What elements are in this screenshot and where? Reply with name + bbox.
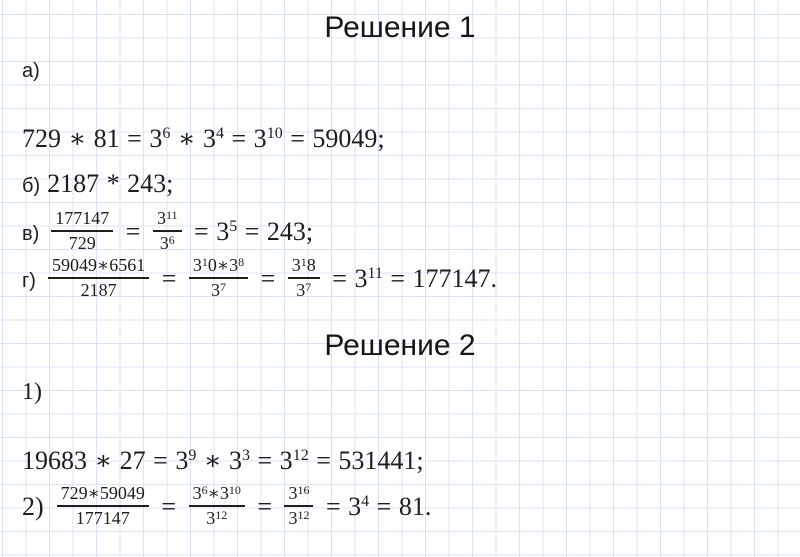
solution1-title: Решение 1	[324, 11, 476, 44]
item-2-label: 2)	[22, 492, 44, 522]
equation-a-row	[22, 124, 385, 155]
item-1-label: 1)	[22, 379, 42, 405]
item-a-label: а)	[22, 60, 40, 82]
equation-a: 729 ∗ $81 = 3^6$ ∗ $3^4 = 3^{10} = 59049$;	[22, 124, 385, 153]
equation-g: $\frac{59049∗6561}{2187}$ = $\frac{3^10∗3^8}{3^7}$ = $\frac{3^18}{3^7}$ = $3^{11} = 177147$.	[43, 264, 497, 293]
equation-b: 2187 * 243;	[47, 169, 174, 198]
item-v-row	[22, 208, 314, 257]
item-1-row	[22, 379, 50, 406]
equation-2: $\frac{729∗59049}{177147}$ = $\frac{3^6∗3^{10}}{3^{12}}$ = $\frac{3^{16}}{3^{12}}$ = $3^4 = 81$.	[52, 492, 432, 521]
item-g-row	[22, 255, 498, 304]
solution2-title: Решение 2	[324, 329, 476, 362]
equation-1-row	[22, 446, 424, 477]
item-a-row	[22, 60, 47, 83]
equation-1: 19683 ∗ $27 = 3^9$ ∗ $3^3 = 3^{12} = 531441$;	[22, 446, 424, 475]
item-2-row	[22, 483, 432, 532]
item-g-label: г)	[22, 270, 36, 293]
item-v-label: в)	[22, 223, 40, 246]
equation-v: $\frac{177147}{729}$ = $\frac{3^{11}}{3^6}$ = $3^5 = 243$;	[46, 217, 313, 246]
item-b-row	[22, 169, 173, 200]
item-b-label: б)	[22, 175, 41, 197]
